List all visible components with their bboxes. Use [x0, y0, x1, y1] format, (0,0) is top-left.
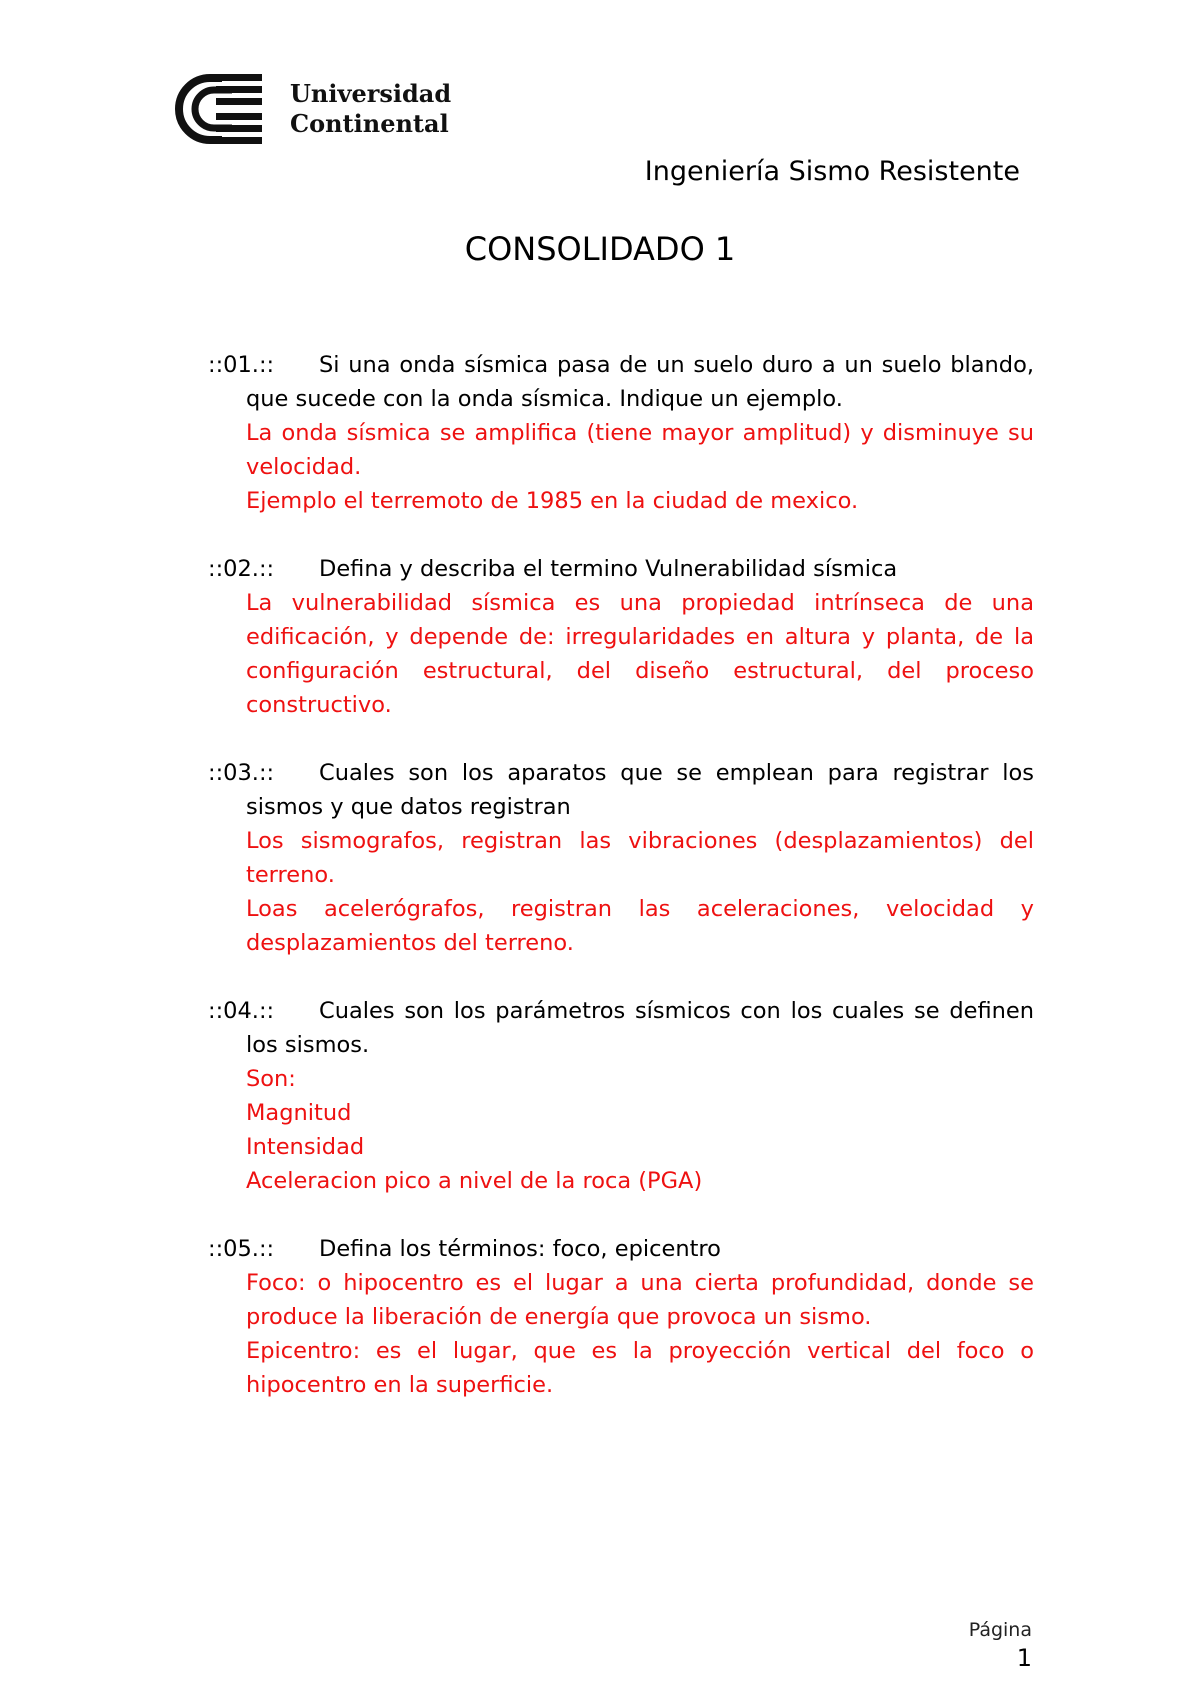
answer-block — [208, 1266, 1034, 1402]
question-heading — [208, 994, 1034, 1062]
course-name: Ingeniería Sismo Resistente — [644, 156, 1020, 187]
question-number: ::04.:: — [208, 998, 275, 1024]
answer-paragraph: La vulnerabilidad sísmica es una propiedad intrínseca de una edificación, y depende de: irregularidades en altura y planta, de la configuración estructural, del diseño estructural, del proceso constructivo. — [246, 590, 1034, 718]
university-logo — [170, 70, 451, 148]
question-heading — [208, 552, 1034, 586]
answer-block — [208, 416, 1034, 518]
logo-line-2: Continental — [290, 109, 449, 138]
answer-paragraph: Magnitud — [246, 1100, 352, 1126]
answer-paragraph: La onda sísmica se amplifica (tiene mayor amplitud) y disminuye su velocidad. — [246, 420, 1034, 480]
question-number: ::02.:: — [208, 556, 275, 582]
question-item — [208, 994, 1034, 1198]
answer-block — [208, 586, 1034, 722]
answer-paragraph: Aceleracion pico a nivel de la roca (PGA) — [246, 1168, 703, 1194]
question-text: Defina los términos: foco, epicentro — [319, 1236, 721, 1262]
question-text: Cuales son los aparatos que se emplean para registrar los sismos y que datos registran — [246, 760, 1034, 820]
question-item — [208, 348, 1034, 518]
question-text: Cuales son los parámetros sísmicos con los cuales se definen los sismos. — [246, 998, 1034, 1058]
page-number: 1 — [1016, 1644, 1032, 1672]
answer-block — [208, 1062, 1034, 1198]
question-number: ::05.:: — [208, 1236, 275, 1262]
answer-paragraph: Epicentro: es el lugar, que es la proyección vertical del foco o hipocentro en la superficie. — [246, 1338, 1034, 1398]
question-item — [208, 552, 1034, 722]
page-footer — [969, 1618, 1032, 1674]
question-heading — [208, 1232, 1034, 1266]
answer-block — [208, 824, 1034, 960]
university-logo-icon — [170, 70, 274, 148]
answer-paragraph: Intensidad — [246, 1134, 365, 1160]
answer-paragraph: Ejemplo el terremoto de 1985 en la ciudad de mexico. — [246, 488, 859, 514]
question-text: Si una onda sísmica pasa de un suelo duro a un suelo blando, que sucede con la onda sísmica. Indique un ejemplo. — [246, 352, 1034, 412]
question-heading — [208, 756, 1034, 824]
question-item — [208, 756, 1034, 960]
question-heading — [208, 348, 1034, 416]
logo-wordmark — [290, 79, 451, 139]
question-item — [208, 1232, 1034, 1402]
page-label: Página — [968, 1619, 1032, 1641]
question-list — [208, 348, 1034, 1436]
answer-paragraph: Los sismografos, registran las vibraciones (desplazamientos) del terreno. — [246, 828, 1034, 888]
answer-paragraph: Foco: o hipocentro es el lugar a una cierta profundidad, donde se produce la liberación de energía que provoca un sismo. — [246, 1270, 1034, 1330]
question-number: ::03.:: — [208, 760, 275, 786]
document-title: CONSOLIDADO 1 — [464, 230, 736, 268]
question-number: ::01.:: — [208, 352, 275, 378]
logo-line-1: Universidad — [290, 79, 452, 108]
answer-paragraph: Loas acelerógrafos, registran las aceleraciones, velocidad y desplazamientos del terreno. — [246, 896, 1034, 956]
answer-paragraph: Son: — [246, 1066, 296, 1092]
question-text: Defina y describa el termino Vulnerabilidad sísmica — [319, 556, 898, 582]
